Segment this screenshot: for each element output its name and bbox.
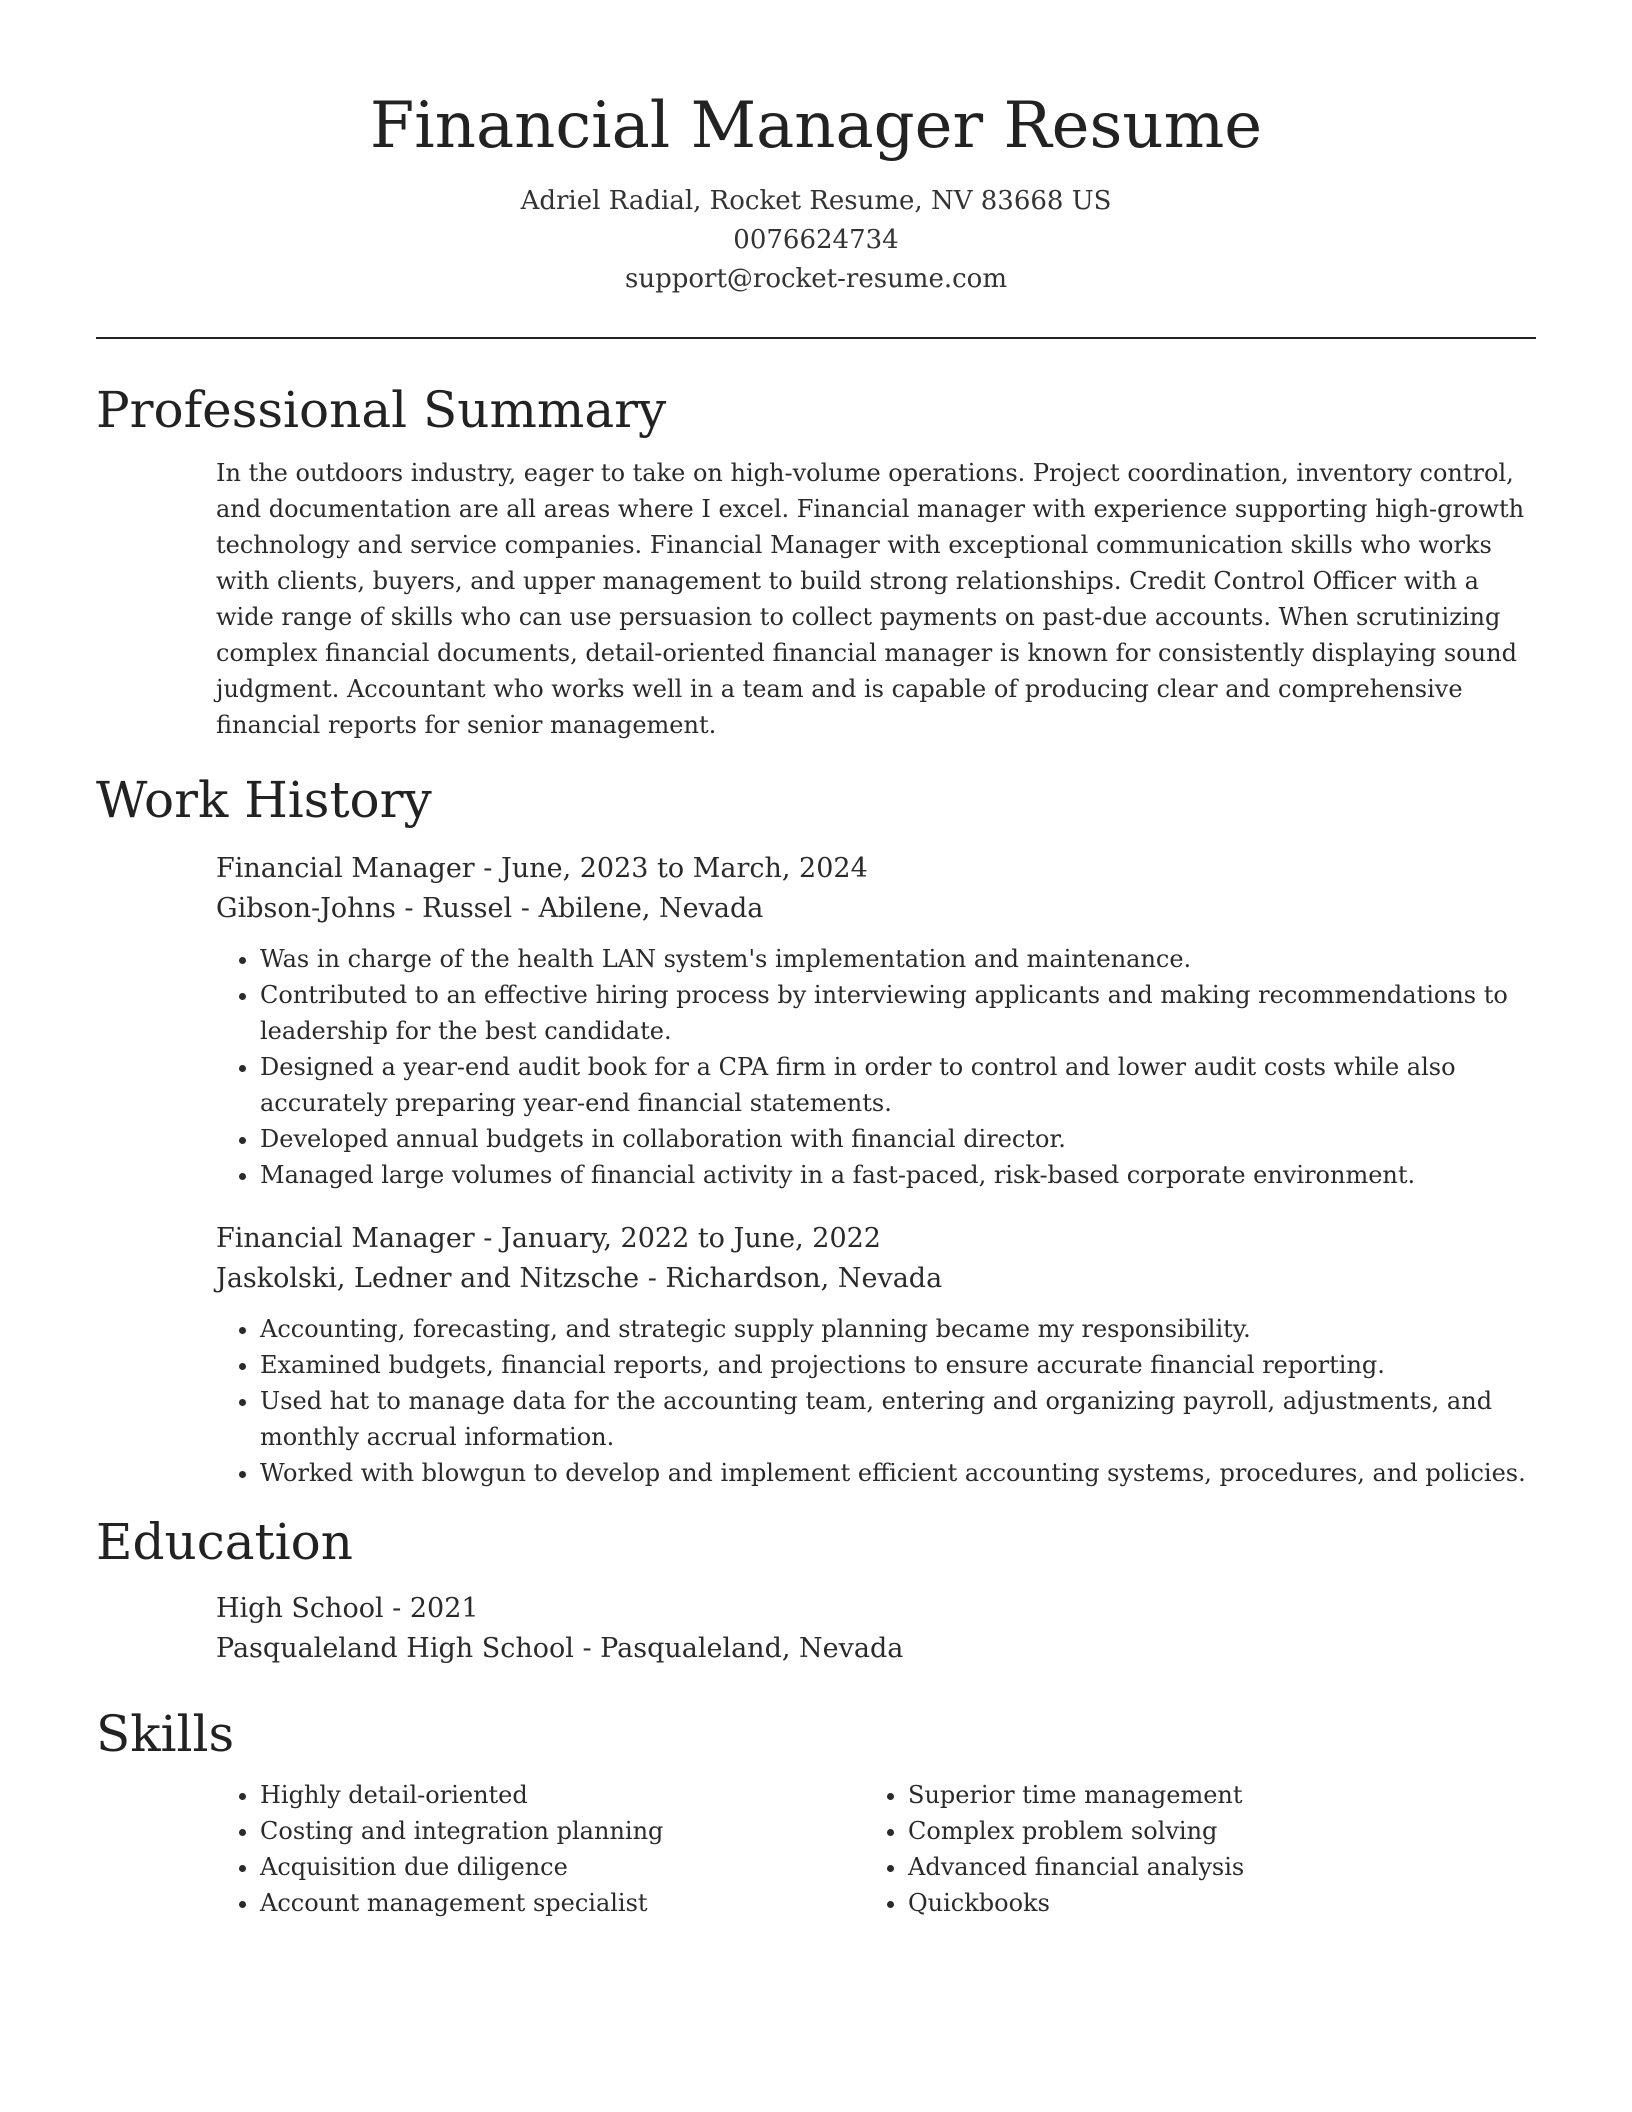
skill-item: • Highly detail-oriented: [260, 1777, 864, 1813]
education-school: Pasqualeland High School - Pasqualeland, Nevada: [216, 1633, 904, 1664]
page-title: Financial Manager Resume: [369, 89, 1263, 163]
job-duty: • Managed large volumes of financial activity in a fast-paced, risk-based corporate environment.: [260, 1157, 1536, 1193]
skill-item: • Costing and integration planning: [260, 1813, 864, 1849]
job-duty: • Developed annual budgets in collaboration with financial director.: [260, 1121, 1536, 1157]
skill-item: • Complex problem solving: [908, 1813, 1512, 1849]
skills-grid: [216, 1777, 1536, 1921]
job-duty: • Examined budgets, financial reports, and projections to ensure accurate financial reporting.: [260, 1347, 1536, 1383]
job-duty: • Worked with blowgun to develop and implement efficient accounting systems, procedures, and policies.: [260, 1455, 1536, 1491]
job-duty: • Was in charge of the health LAN system's implementation and maintenance.: [260, 941, 1536, 977]
summary-text: In the outdoors industry, eager to take on high-volume operations. Project coordination, inventory control, and documentation are all areas where I excel. Financial manager with experience supporting high-growth technology and service companies. Financial Manager with exceptional communication skills who works with clients, buyers, and upper management to build strong relationships. Credit Control Officer with a wide range of skills who can use persuasion to collect payments on past-due accounts. When scrutinizing complex financial documents, detail-oriented financial manager is known for consistently displaying sound judgment. Accountant who works well in a team and is capable of producing clear and comprehensive financial reports for senior management.: [216, 459, 1525, 739]
job-entry: [216, 849, 1536, 1193]
skill-item: • Superior time management: [908, 1777, 1512, 1813]
skills-list-left: [216, 1777, 864, 1921]
resume-header: [96, 0, 1536, 299]
summary-section: [216, 455, 1536, 743]
skills-section: [216, 1777, 1536, 1921]
skill-item: • Advanced financial analysis: [908, 1849, 1512, 1885]
job-duties-list: [216, 1311, 1536, 1491]
skills-heading: Skills: [96, 1705, 235, 1763]
summary-heading: Professional Summary: [96, 381, 667, 439]
contact-phone: 0076624734: [733, 225, 899, 255]
job-duties-list: [216, 941, 1536, 1193]
work-history-section: [216, 849, 1536, 1491]
job-duty: • Used hat to manage data for the accounting team, entering and organizing payroll, adjustments, and monthly accrual information.: [260, 1383, 1536, 1455]
education-section: [216, 1589, 1536, 1669]
skills-list-right: [864, 1777, 1512, 1921]
job-company: Jaskolski, Ledner and Nitzsche - Richardson, Nevada: [216, 1263, 943, 1294]
skill-item: • Quickbooks: [908, 1885, 1512, 1921]
job-company: Gibson-Johns - Russel - Abilene, Nevada: [216, 893, 764, 924]
job-duty: • Contributed to an effective hiring process by interviewing applicants and making recommendations to leadership for the best candidate.: [260, 977, 1536, 1049]
job-duty: • Accounting, forecasting, and strategic supply planning became my responsibility.: [260, 1311, 1536, 1347]
education-degree: High School - 2021: [216, 1593, 479, 1624]
contact-email: support@rocket-resume.com: [624, 264, 1007, 294]
job-entry: [216, 1219, 1536, 1491]
skill-item: • Account management specialist: [260, 1885, 864, 1921]
education-heading: Education: [96, 1513, 353, 1571]
contact-address: Adriel Radial, Rocket Resume, NV 83668 US: [520, 186, 1112, 216]
skill-item: • Acquisition due diligence: [260, 1849, 864, 1885]
header-divider: [96, 337, 1536, 339]
work-history-heading: Work History: [96, 771, 432, 829]
job-title: Financial Manager - June, 2023 to March, 2024: [216, 853, 868, 884]
job-title: Financial Manager - January, 2022 to June, 2022: [216, 1223, 881, 1254]
job-duty: • Designed a year-end audit book for a CPA firm in order to control and lower audit costs while also accurately preparing year-end financial statements.: [260, 1049, 1536, 1121]
